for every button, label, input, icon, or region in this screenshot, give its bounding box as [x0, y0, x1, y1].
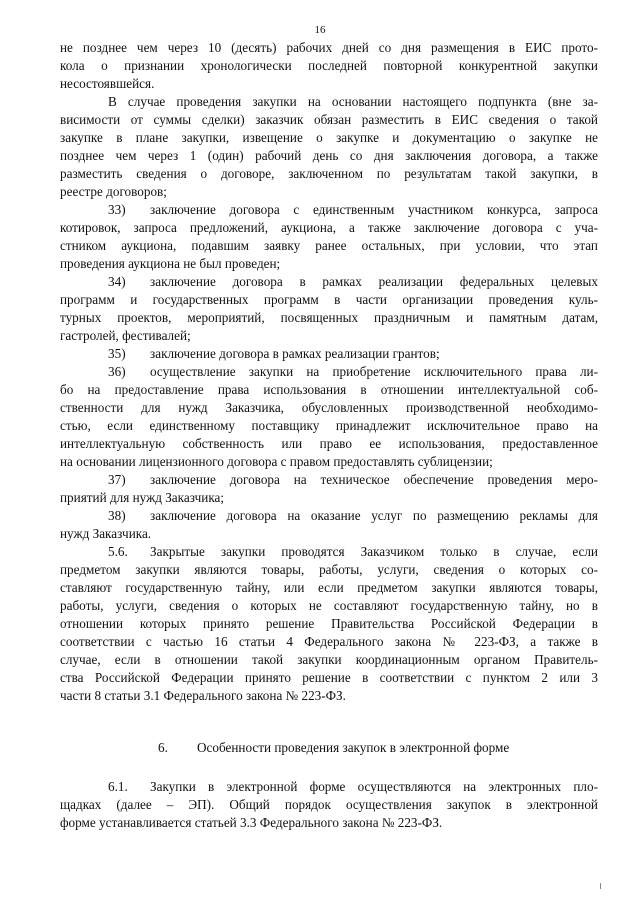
text-line: кола о признании хронологически последней повторной конкурентной закупки: [60, 58, 598, 73]
item-text: заключение договора в рамках реализации федеральных целевых: [150, 274, 598, 289]
text-line: стью, если единственному поставщику принадлежит исключительное право на: [60, 418, 598, 433]
text-line: В случае проведения закупки на основании настоящего подпункта (вне за-: [108, 94, 598, 109]
text-line: соответствии с частью 16 статьи 4 Федерального закона № 223-ФЗ, а также в: [60, 634, 598, 649]
item-number: 38): [108, 508, 126, 523]
item-first-line: [60, 471, 598, 489]
text-line: турных проектов, мероприятий, посвященных праздничным и памятным датам,: [60, 310, 598, 325]
item-number: 33): [108, 202, 126, 217]
text-line: части 8 статьи 3.1 Федерального закона № 223-ФЗ.: [60, 688, 346, 703]
text-line: на основании лицензионного договора с правом предоставлять сублицензии;: [60, 454, 493, 469]
item-number: 6.1.: [108, 779, 128, 794]
text-line: программ и государственных программ в части организации проведения куль-: [60, 292, 598, 307]
text-line: нужд Заказчика.: [60, 526, 152, 541]
list-item: [60, 345, 598, 363]
item-first-line: [60, 778, 598, 796]
text-line: гастролей, фестивалей;: [60, 328, 191, 343]
text-line: бо на предоставление права использования в отношении интеллектуальной соб-: [60, 382, 598, 397]
text-line: отношении которых принято решение Правительства Российской Федерации в: [60, 616, 598, 631]
item-text: заключение договора на оказание услуг по размещению рекламы для: [150, 508, 598, 523]
clause-5-6: [60, 543, 598, 705]
paragraph-case: [60, 93, 598, 201]
text-line: ставляют государственную тайну, или если предметом закупки являются товары,: [60, 580, 598, 595]
list-item: [60, 471, 598, 507]
text-line: ства Российской Федерации принято решение в соответствии с пунктом 2 или 3: [60, 670, 598, 685]
item-number: 37): [108, 472, 126, 487]
text-line: ственности для нужд Заказчика, обусловленных производственной необходимо-: [60, 400, 598, 415]
item-text: осуществление закупки на приобретение исключительного права ли-: [150, 364, 598, 379]
section-number: 6.: [158, 740, 168, 755]
text-line: предметом закупки являются товары, работы, услуги, сведения о которых со-: [60, 562, 598, 577]
text-line: интеллектуальную собственность или право ее использования, предоставленное: [60, 436, 598, 451]
text-line: висимости от суммы сделки) заказчик обязан разместить в ЕИС сведения о такой: [60, 112, 598, 127]
page-number: 16: [314, 24, 326, 36]
text-line: работы, услуги, сведения о которых не составляют государственную тайну, но в: [60, 598, 598, 613]
item-text: Закупки в электронной форме осуществляются на электронных пло-: [150, 779, 598, 794]
text-line: несостоявшейся.: [60, 76, 155, 91]
item-number: 34): [108, 274, 126, 289]
text-line: котировок, запроса предложений, аукциона, а также заключение договора с уча-: [60, 220, 598, 235]
text-line: случае, если в отношении такой закупки координационным органом Правитель-: [60, 652, 598, 667]
item-first-line: [60, 507, 598, 525]
text-line: стником аукциона, подавшим заявку ранее остальных, при условии, что этап: [60, 238, 598, 253]
text-line: позднее чем через 1 (один) рабочий день со дня заключения договора, а также: [60, 148, 598, 163]
list-item: [60, 201, 598, 273]
text-line: разместить сведения о договоре, заключенном по результатам такой закупки, в: [60, 166, 598, 181]
item-text: заключение договора в рамках реализации грантов;: [150, 346, 440, 361]
list-item: [60, 273, 598, 345]
text-line: не позднее чем через 10 (десять) рабочих дней со дня размещения в ЕИС прото-: [60, 40, 598, 55]
clause-6-1: [60, 778, 598, 832]
item-first-line: [60, 543, 598, 561]
text-line: реестре договоров;: [60, 184, 167, 199]
item-first-line: [60, 201, 598, 219]
item-first-line: [60, 363, 598, 381]
text-line: форме устанавливается статьей 3.3 Федерального закона № 223-ФЗ.: [60, 815, 443, 830]
top-paragraph: [60, 39, 598, 93]
list-item: [60, 507, 598, 543]
item-first-line: [60, 345, 598, 363]
item-text: Закрытые закупки проводятся Заказчиком только в случае, если: [150, 544, 598, 559]
item-number: 35): [108, 346, 126, 361]
item-text: заключение договора с единственным участником конкурса, запроса: [150, 202, 598, 217]
scan-mark: [600, 883, 601, 889]
text-line: проведения аукциона не был проведен;: [60, 256, 281, 271]
text-line: закупке в плане закупки, извещение о закупке и документацию о закупке не: [60, 130, 598, 145]
item-number: 5.6.: [108, 544, 128, 559]
item-text: заключение договора на техническое обеспечение проведения меро-: [150, 472, 598, 487]
text-line: приятий для нужд Заказчика;: [60, 490, 225, 505]
item-first-line: [60, 273, 598, 291]
list-item: [60, 363, 598, 471]
item-number: 36): [108, 364, 126, 379]
text-line: щадках (далее – ЭП). Общий порядок осуществления закупок в электронной: [60, 797, 598, 812]
section-title: Особенности проведения закупок в электронной форме: [197, 740, 510, 755]
